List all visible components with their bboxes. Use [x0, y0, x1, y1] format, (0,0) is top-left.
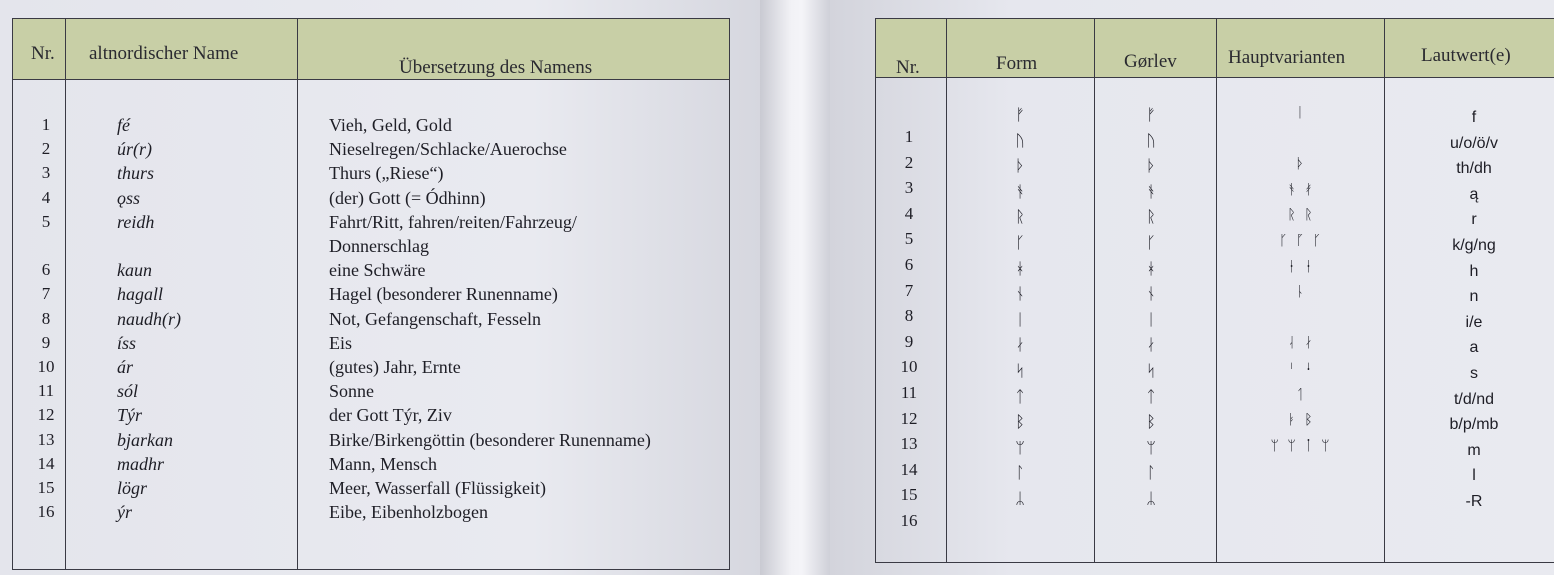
row-number: 12: [37, 405, 55, 425]
rune-gorlev: ᛦ: [1146, 489, 1156, 508]
rune-variants: ᚬ ᚯ: [1287, 181, 1315, 198]
name-translation: Donnerschlag: [329, 236, 429, 256]
column-divider: [297, 19, 298, 569]
rune-gorlev: ᚴ: [1146, 233, 1156, 252]
rune-name: lögr: [117, 478, 148, 498]
name-translation: Thurs („Riese“): [329, 163, 444, 184]
name-translation: Hagel (besonderer Runenname): [329, 284, 558, 305]
name-translation: Fahrt/Ritt, fahren/reiten/Fahrzeug/: [329, 211, 577, 232]
header-name: altnordischer Name: [89, 43, 239, 64]
name-translation: Vieh, Geld, Gold: [329, 115, 452, 135]
rune-form: ᚦ: [1015, 156, 1025, 176]
sound-value: r: [1471, 211, 1477, 229]
name-translation: Meer, Wasserfall (Flüssigkeit): [329, 478, 546, 498]
rune-form: ᚬ: [1015, 181, 1025, 201]
sound-value: b/p/mb: [1449, 416, 1499, 434]
row-number: 5: [41, 211, 51, 231]
name-translation: Sonne: [329, 381, 374, 402]
name-translation: (der) Gott (= Ódhinn): [329, 187, 486, 208]
row-number: 16: [900, 511, 918, 530]
rune-gorlev: ᛏ: [1146, 386, 1156, 406]
rune-form: ᛦ: [1015, 489, 1025, 508]
column-divider: [1216, 19, 1217, 562]
row-number: 8: [904, 306, 914, 326]
row-number: 1: [41, 115, 51, 134]
sound-value: l: [1472, 467, 1476, 485]
rune-gorlev: ᚬ: [1146, 181, 1156, 201]
row-number: 1: [904, 127, 914, 146]
rune-gorlev: ᛅ: [1146, 335, 1156, 355]
rune-gorlev: ᛘ: [1146, 437, 1156, 457]
column-divider: [946, 19, 947, 562]
rune-form: ᚢ: [1015, 130, 1025, 150]
rune-form: ᚱ: [1015, 207, 1025, 227]
header-gorlev: Gørlev: [1124, 51, 1177, 72]
rune-gorlev: ᚾ: [1146, 284, 1156, 304]
header-nr: Nr.: [896, 57, 920, 78]
rune-variants: ᚱ ᚱ: [1287, 207, 1315, 224]
row-number: 4: [904, 203, 914, 223]
row-number: 10: [900, 357, 918, 377]
sound-value: t/d/nd: [1453, 390, 1495, 408]
row-number: 13: [900, 434, 918, 454]
rune-variants: ᚽ ᚽ: [1287, 258, 1315, 275]
row-number: 11: [900, 383, 918, 402]
rune-name: íss: [117, 332, 137, 353]
rune-gorlev: ᚼ: [1146, 258, 1156, 278]
name-translation: Eis: [329, 332, 353, 353]
table-header: [13, 19, 729, 80]
rune-form: ᚾ: [1015, 284, 1025, 304]
rune-form: ᛚ: [1015, 463, 1025, 483]
row-number: 15: [900, 485, 918, 505]
rune-names-table: [12, 18, 730, 570]
rune-gorlev: ᛁ: [1146, 309, 1156, 329]
rune-name: Týr: [117, 405, 143, 426]
row-number: 15: [37, 478, 55, 497]
header-variants: Hauptvarianten: [1228, 47, 1346, 68]
name-translation: Not, Gefangenschaft, Fesseln: [329, 308, 541, 329]
row-number: 3: [904, 178, 914, 198]
row-number: 2: [41, 139, 51, 159]
sound-value: a: [1469, 339, 1479, 357]
rune-gorlev: ᛒ: [1146, 412, 1156, 432]
rune-name: ýr: [117, 502, 132, 523]
column-divider: [1094, 19, 1095, 562]
rune-name: ǫss: [117, 187, 141, 208]
rune-form: ᛏ: [1015, 386, 1025, 406]
rune-variants: ᛓ ᛒ: [1287, 412, 1315, 429]
rune-gorlev: ᛚ: [1146, 463, 1156, 483]
row-number: 6: [41, 260, 51, 280]
rune-name: ár: [117, 357, 134, 377]
name-translation: Birke/Birkengöttin (besonderer Runenname): [329, 429, 651, 450]
rune-gorlev: ᚦ: [1146, 156, 1156, 176]
row-number: 3: [41, 163, 51, 183]
rune-gorlev: ᚱ: [1146, 207, 1156, 227]
row-number: 9: [41, 332, 51, 352]
row-number: 13: [37, 429, 55, 449]
rune-variants: ᛘ ᛘ ᛙ ᛘ: [1270, 437, 1332, 454]
left-page: [0, 0, 760, 575]
rune-name: kaun: [117, 260, 152, 281]
sound-value: th/dh: [1456, 160, 1492, 178]
rune-name: madhr: [117, 453, 165, 474]
rune-form: ᚠ: [1015, 105, 1025, 124]
header-nr: Nr.: [31, 43, 55, 64]
row-number: 6: [904, 255, 914, 274]
sound-value: u/o/ö/v: [1449, 134, 1499, 152]
rune-variants: ᚿ: [1295, 284, 1307, 301]
name-translation: Eibe, Eibenholzbogen: [329, 502, 488, 523]
rune-name: fé: [117, 115, 130, 135]
row-number: 11: [37, 381, 55, 401]
row-number: 12: [900, 408, 918, 428]
rune-name: naudh(r): [117, 308, 181, 329]
sound-value: i/e: [1465, 313, 1483, 331]
rune-form: ᚴ: [1015, 233, 1025, 252]
rune-form: ᛘ: [1015, 437, 1025, 457]
table-header: [876, 19, 1554, 78]
sound-value: n: [1469, 288, 1479, 306]
rune-name: úr(r): [117, 139, 152, 160]
rune-gorlev: ᚠ: [1146, 105, 1156, 124]
rune-form: ᛒ: [1015, 412, 1025, 432]
sound-value: -R: [1465, 493, 1483, 510]
row-number: 10: [37, 357, 55, 376]
rune-name: bjarkan: [117, 429, 173, 450]
rune-gorlev: ᚢ: [1146, 130, 1156, 150]
sound-value: f: [1471, 109, 1477, 126]
rune-variants: ᛐ: [1295, 386, 1307, 403]
book-gutter: [760, 0, 830, 575]
row-number: 7: [41, 284, 51, 304]
sound-value: ą: [1469, 185, 1479, 203]
row-number: 9: [904, 331, 914, 351]
rune-name: thurs: [117, 163, 155, 184]
row-number: 4: [41, 187, 51, 207]
rune-gorlev: ᛋ: [1146, 361, 1156, 380]
rune-variants: ᛁ: [1295, 105, 1307, 121]
row-number: 2: [904, 152, 914, 172]
row-number: 16: [37, 502, 55, 522]
header-form: Form: [996, 53, 1038, 74]
sound-value: m: [1467, 441, 1481, 459]
rune-forms-table: [875, 18, 1554, 563]
column-divider: [1384, 19, 1385, 562]
row-number: 14: [37, 453, 55, 473]
name-translation: eine Schwäre: [329, 260, 426, 281]
header-sound: Lautwert(e): [1421, 45, 1511, 66]
rune-variants: ᚦ: [1295, 156, 1307, 173]
sound-value: h: [1469, 262, 1479, 280]
row-number: 14: [900, 459, 918, 479]
row-number: 8: [41, 308, 51, 328]
rune-form: ᛋ: [1015, 361, 1025, 380]
sound-value: k/g/ng: [1452, 237, 1496, 254]
rune-variants: ᛌ ᛍ: [1287, 361, 1315, 377]
header-translation: Übersetzung des Namens: [399, 57, 593, 78]
rune-variants: ᚴ ᚵ ᚴ: [1278, 233, 1324, 249]
rune-form: ᛅ: [1015, 335, 1025, 355]
name-translation: der Gott Týr, Ziv: [329, 405, 452, 426]
name-translation: (gutes) Jahr, Ernte: [329, 357, 461, 377]
row-number: 5: [904, 229, 914, 249]
rune-form: ᚼ: [1015, 258, 1025, 278]
rune-form: ᛁ: [1015, 309, 1025, 329]
name-translation: Nieselregen/Schlacke/Auerochse: [329, 139, 567, 160]
rune-name: hagall: [117, 284, 164, 305]
rune-name: reidh: [117, 211, 155, 232]
sound-value: s: [1470, 365, 1478, 382]
row-number: 7: [904, 280, 914, 300]
right-page: [830, 0, 1554, 575]
name-translation: Mann, Mensch: [329, 453, 437, 474]
rune-variants: ᛆ ᛅ: [1287, 335, 1315, 352]
rune-name: sól: [117, 381, 139, 402]
